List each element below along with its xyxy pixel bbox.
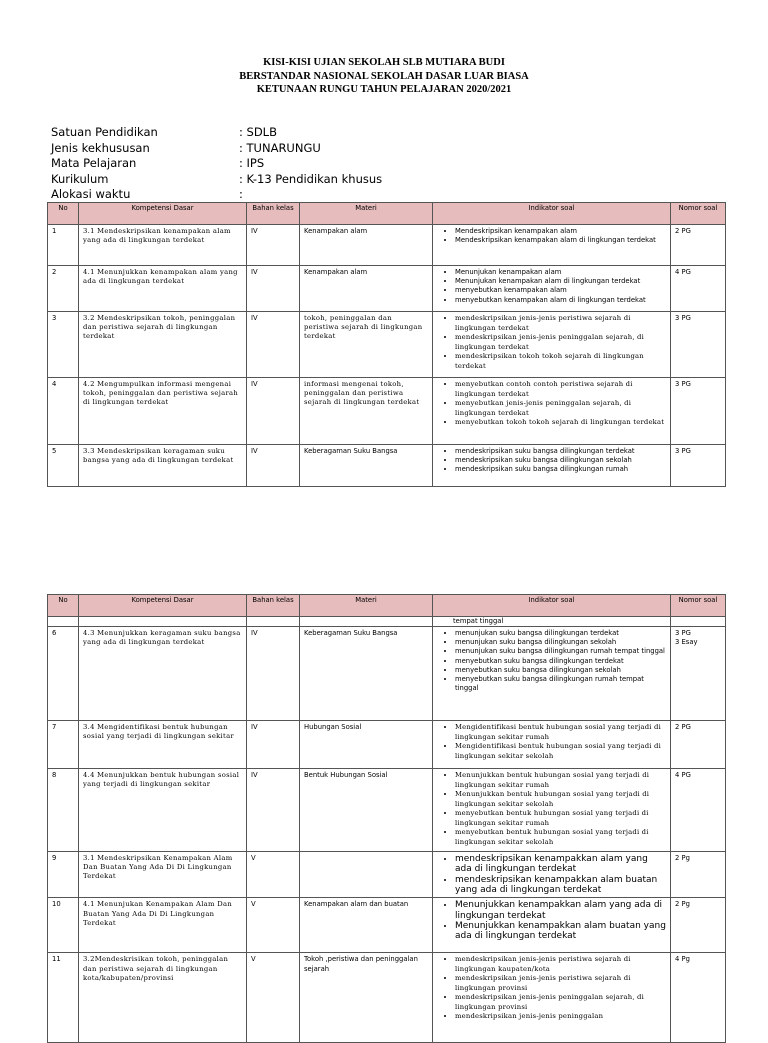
cell-kompetensi-dasar: 3.1 Mendeskripsikan kenampakan alam yang ada di lingkungan terdekat: [79, 225, 247, 266]
cell-nomor: 2 Pg: [671, 898, 726, 953]
meta-label: Satuan Pendidikan: [51, 125, 158, 139]
cell-no: 6: [48, 627, 79, 721]
table-row-continuation: [48, 617, 726, 627]
cell-kompetensi-dasar: 3.2 Mendeskripsikan tokoh, peninggalan dan peristiwa sejarah di lingkungan terdekat: [79, 312, 247, 378]
document-meta: [51, 125, 382, 203]
indikator-item: • menyebutkan suku bangsa dilingkungan rumah tempat tinggal: [455, 675, 666, 693]
cell-kelas: IV: [247, 769, 300, 852]
cell-nomor: 3 PG 3 Esay: [671, 627, 726, 721]
cell-nomor: 3 PG: [671, 378, 726, 445]
table-row: [48, 312, 726, 378]
meta-label: Kurikulum: [51, 171, 109, 186]
indikator-item: • mendeskripsikan jenis-jenis peristiwa sejarah di lingkungan provinsi: [455, 974, 666, 993]
cell-materi: Bentuk Hubungan Sosial: [300, 769, 433, 852]
indikator-item: • mendeskripsikan kenampakkan alam yang ada di lingkungan terdekat: [455, 854, 666, 875]
indikator-item: • Menunjukkan kenampakkan alam yang ada di lingkungan terdekat: [455, 900, 666, 921]
indikator-item: • menyebutkan bentuk hubungan sosial yang terjadi di lingkungan sekitar rumah: [455, 809, 666, 828]
cell-no: 3: [48, 312, 79, 378]
cell-kelas: IV: [247, 721, 300, 769]
cell-nomor: 2 PG: [671, 721, 726, 769]
header-nomor-soal: Nomor soal: [671, 595, 726, 617]
table-row: [48, 378, 726, 445]
table-row: [48, 225, 726, 266]
cell-kelas: IV: [247, 627, 300, 721]
cell-no: 10: [48, 898, 79, 953]
meta-label: Jenis kekhususan: [51, 140, 150, 155]
indikator-item: • menyebutkan jenis-jenis peninggalan sejarah, di lingkungan terdekat: [455, 399, 666, 418]
indikator-item: • mendeskripsikan kenampakkan alam buatan yang ada di lingkungan terdekat: [455, 875, 666, 896]
cell-kompetensi-dasar: 3.1 Mendeskripsikan Kenampakan Alam Dan Buatan Yang Ada Di Di Lingkungan Terdekat: [79, 852, 247, 898]
cell-materi: informasi mengenai tokoh, peninggalan dan peristiwa sejarah di lingkungan terdekat: [300, 378, 433, 445]
indikator-item: • Menunjukkan kenampakkan alam buatan yang ada di lingkungan terdekat: [455, 921, 666, 942]
indikator-item: • mendeskripsikan jenis-jenis peristiwa sejarah di lingkungan terdekat: [455, 314, 666, 333]
cell-kelas: V: [247, 953, 300, 1043]
meta-row: [51, 172, 382, 188]
cell-no: 9: [48, 852, 79, 898]
cell-indikator: [433, 852, 671, 898]
cell-no: 5: [48, 445, 79, 487]
cell-kelas: IV: [247, 378, 300, 445]
cell-kompetensi-dasar: 3.2Mendeskrisikan tokoh, peninggalan dan peristiwa sejarah di lingkungan kota/kabupaten/provinsi: [79, 953, 247, 1043]
header-materi: Materi: [300, 203, 433, 225]
cell-kompetensi-dasar: 4.4 Menunjukkan bentuk hubungan sosial yang terjadi di lingkungan sekitar: [79, 769, 247, 852]
indikator-item: • Menunjukkan bentuk hubungan sosial yang terjadi di lingkungan sekitar sekolah: [455, 790, 666, 809]
indikator-item: • menyebutkan suku bangsa dilingkungan sekolah: [455, 666, 666, 675]
cell-indikator: [433, 312, 671, 378]
cell-indikator: [433, 627, 671, 721]
cell-materi: Hubungan Sosial: [300, 721, 433, 769]
cell-materi: Kenampakan alam: [300, 266, 433, 312]
meta-row: [51, 125, 382, 141]
meta-label: Alokasi waktu: [51, 187, 131, 201]
header-kompetensi-dasar: Kompetensi Dasar: [79, 595, 247, 617]
table-row: [48, 445, 726, 487]
header-no: No: [48, 595, 79, 617]
cell-materi: Kenampakan alam: [300, 225, 433, 266]
cell-indikator: [433, 721, 671, 769]
header-kompetensi-dasar: Kompetensi Dasar: [79, 203, 247, 225]
cell-indikator: [433, 769, 671, 852]
cell-kelas: V: [247, 898, 300, 953]
indikator-item: • Menunjukan kenampakan alam di lingkungan terdekat: [455, 277, 666, 286]
cell-no: 2: [48, 266, 79, 312]
indikator-item: • Menunjukan kenampakan alam: [455, 268, 666, 277]
cell-materi: Keberagaman Suku Bangsa: [300, 445, 433, 487]
indikator-item: • menunjukan suku bangsa dilingkungan terdekat: [455, 629, 666, 638]
indikator-item: • Mendeskripsikan kenampakan alam: [455, 227, 666, 236]
indikator-item: • mendeskripsikan suku bangsa dilingkungan terdekat: [455, 447, 666, 456]
cell-kompetensi-dasar: 3.3 Mendeskripsikan keragaman suku bangsa yang ada di lingkungan terdekat: [79, 445, 247, 487]
cell-nomor: 3 PG: [671, 445, 726, 487]
cell-materi: Tokoh ,peristiwa dan peninggalan sejarah: [300, 953, 433, 1043]
cell-indikator-carry: tempat tinggal: [433, 617, 671, 627]
cell-materi: tokoh, peninggalan dan peristiwa sejarah di lingkungan terdekat: [300, 312, 433, 378]
cell-kompetensi-dasar: 4.1 Menunjukan Kenampakan Alam Dan Buatan Yang Ada Di Di Lingkungan Terdekat: [79, 898, 247, 953]
cell-kelas: IV: [247, 312, 300, 378]
cell-kompetensi-dasar: 4.3 Menunjukkan keragaman suku bangsa yang ada di lingkungan terdekat: [79, 627, 247, 721]
table-row: [48, 627, 726, 721]
cell-nomor: 2 Pg: [671, 852, 726, 898]
table-row: [48, 953, 726, 1043]
cell-kelas: IV: [247, 445, 300, 487]
indikator-item: • mendeskripsikan tokoh tokoh sejarah di lingkungan terdekat: [455, 352, 666, 371]
cell-no: 1: [48, 225, 79, 266]
table-row: [48, 852, 726, 898]
cell-materi: Kenampakan alam dan buatan: [300, 898, 433, 953]
indikator-item: • Mengidentifikasi bentuk hubungan sosial yang terjadi di lingkungan sekitar sekolah: [455, 742, 666, 761]
indikator-item: • menyebutkan tokoh tokoh sejarah di lingkungan terdekat: [455, 418, 666, 428]
meta-label: Mata Pelajaran: [51, 156, 137, 170]
title-line-3: KETUNAAN RUNGU TAHUN PELAJARAN 2020/2021: [256, 84, 512, 95]
cell-indikator: [433, 225, 671, 266]
title-line-1: KISI-KISI UJIAN SEKOLAH SLB MUTIARA BUDI: [263, 57, 505, 68]
kisi-table-1: [47, 202, 726, 487]
indikator-item: • menyebutkan suku bangsa dilingkungan terdekat: [455, 657, 666, 666]
meta-value: : TUNARUNGU: [239, 140, 321, 155]
header-bahan-kelas: Bahan kelas: [247, 595, 300, 617]
kisi-table-2: [47, 594, 726, 1043]
table-row: [48, 898, 726, 953]
indikator-item: • mendeskripsikan suku bangsa dilingkungan sekolah: [455, 456, 666, 465]
table-row: [48, 769, 726, 852]
header-no: No: [48, 203, 79, 225]
indikator-item: • mendeskripsikan jenis-jenis peninggalan sejarah, di lingkungan terdekat: [455, 333, 666, 352]
title-line-2: BERSTANDAR NASIONAL SEKOLAH DASAR LUAR BIASA: [239, 70, 529, 82]
table-row: [48, 721, 726, 769]
indikator-item: • mendeskripsikan suku bangsa dilingkungan rumah: [455, 465, 666, 474]
cell-no: 4: [48, 378, 79, 445]
header-nomor-soal: Nomor soal: [671, 203, 726, 225]
meta-value: : K-13 Pendidikan khusus: [239, 171, 383, 186]
cell-nomor: 3 PG: [671, 312, 726, 378]
cell-kelas: IV: [247, 225, 300, 266]
header-materi: Materi: [300, 595, 433, 617]
cell-indikator: [433, 898, 671, 953]
indikator-item: • Mengidentifikasi bentuk hubungan sosial yang terjadi di lingkungan sekitar rumah: [455, 723, 666, 742]
cell-indikator: [433, 953, 671, 1043]
indikator-item: • menyebutkan bentuk hubungan sosial yang terjadi di lingkungan sekitar sekolah: [455, 828, 666, 847]
meta-value: :: [239, 187, 243, 201]
meta-value: : IPS: [239, 156, 265, 170]
cell-no: 8: [48, 769, 79, 852]
indikator-item: • menyebutkan kenampakan alam: [455, 286, 666, 295]
cell-kompetensi-dasar: 4.1 Menunjukkan kenampakan alam yang ada di lingkungan terdekat: [79, 266, 247, 312]
indikator-item: • Mendeskripsikan kenampakan alam di lingkungan terdekat: [455, 236, 666, 245]
indikator-item: • Menunjukkan bentuk hubungan sosial yang terjadi di lingkungan sekitar rumah: [455, 771, 666, 790]
header-bahan-kelas: Bahan kelas: [247, 203, 300, 225]
table-row: [48, 266, 726, 312]
cell-indikator: [433, 266, 671, 312]
cell-kelas: IV: [247, 266, 300, 312]
meta-value: : SDLB: [239, 125, 277, 139]
header-indikator-soal: Indikator soal: [433, 203, 671, 225]
header-indikator-soal: Indikator soal: [433, 595, 671, 617]
cell-indikator: [433, 445, 671, 487]
indikator-item: • mendeskripsikan jenis-jenis peninggalan: [455, 1012, 666, 1022]
cell-nomor: 2 PG: [671, 225, 726, 266]
cell-indikator: [433, 378, 671, 445]
meta-row: [51, 187, 382, 203]
document-title: [0, 56, 768, 97]
meta-row: [51, 141, 382, 157]
indikator-item: • mendeskripsikan jenis-jenis peristiwa sejarah di lingkungan kaupaten/kota: [455, 955, 666, 974]
cell-materi: [300, 852, 433, 898]
cell-kelas: V: [247, 852, 300, 898]
cell-nomor: 4 PG: [671, 769, 726, 852]
cell-materi: Keberagaman Suku Bangsa: [300, 627, 433, 721]
cell-no: 11: [48, 953, 79, 1043]
indikator-item: • menunjukan suku bangsa dilingkungan rumah tempat tinggal: [455, 647, 666, 656]
cell-no: 7: [48, 721, 79, 769]
indikator-item: • menyebutkan contoh contoh peristiwa sejarah di lingkungan terdekat: [455, 380, 666, 399]
cell-kompetensi-dasar: 3.4 Mengidentifikasi bentuk hubungan sosial yang terjadi di lingkungan sekitar: [79, 721, 247, 769]
meta-row: [51, 156, 382, 172]
indikator-item: • menyebutkan kenampakan alam di lingkungan terdekat: [455, 296, 666, 305]
cell-kompetensi-dasar: 4.2 Mengumpulkan informasi mengenai tokoh, peninggalan dan peristiwa sejarah di lingkungan terdekat: [79, 378, 247, 445]
cell-nomor: 4 Pg: [671, 953, 726, 1043]
indikator-item: • menunjukan suku bangsa dilingkungan sekolah: [455, 638, 666, 647]
cell-nomor: 4 PG: [671, 266, 726, 312]
indikator-item: • mendeskripsikan jenis-jenis peninggalan sejarah, di lingkungan provinsi: [455, 993, 666, 1012]
